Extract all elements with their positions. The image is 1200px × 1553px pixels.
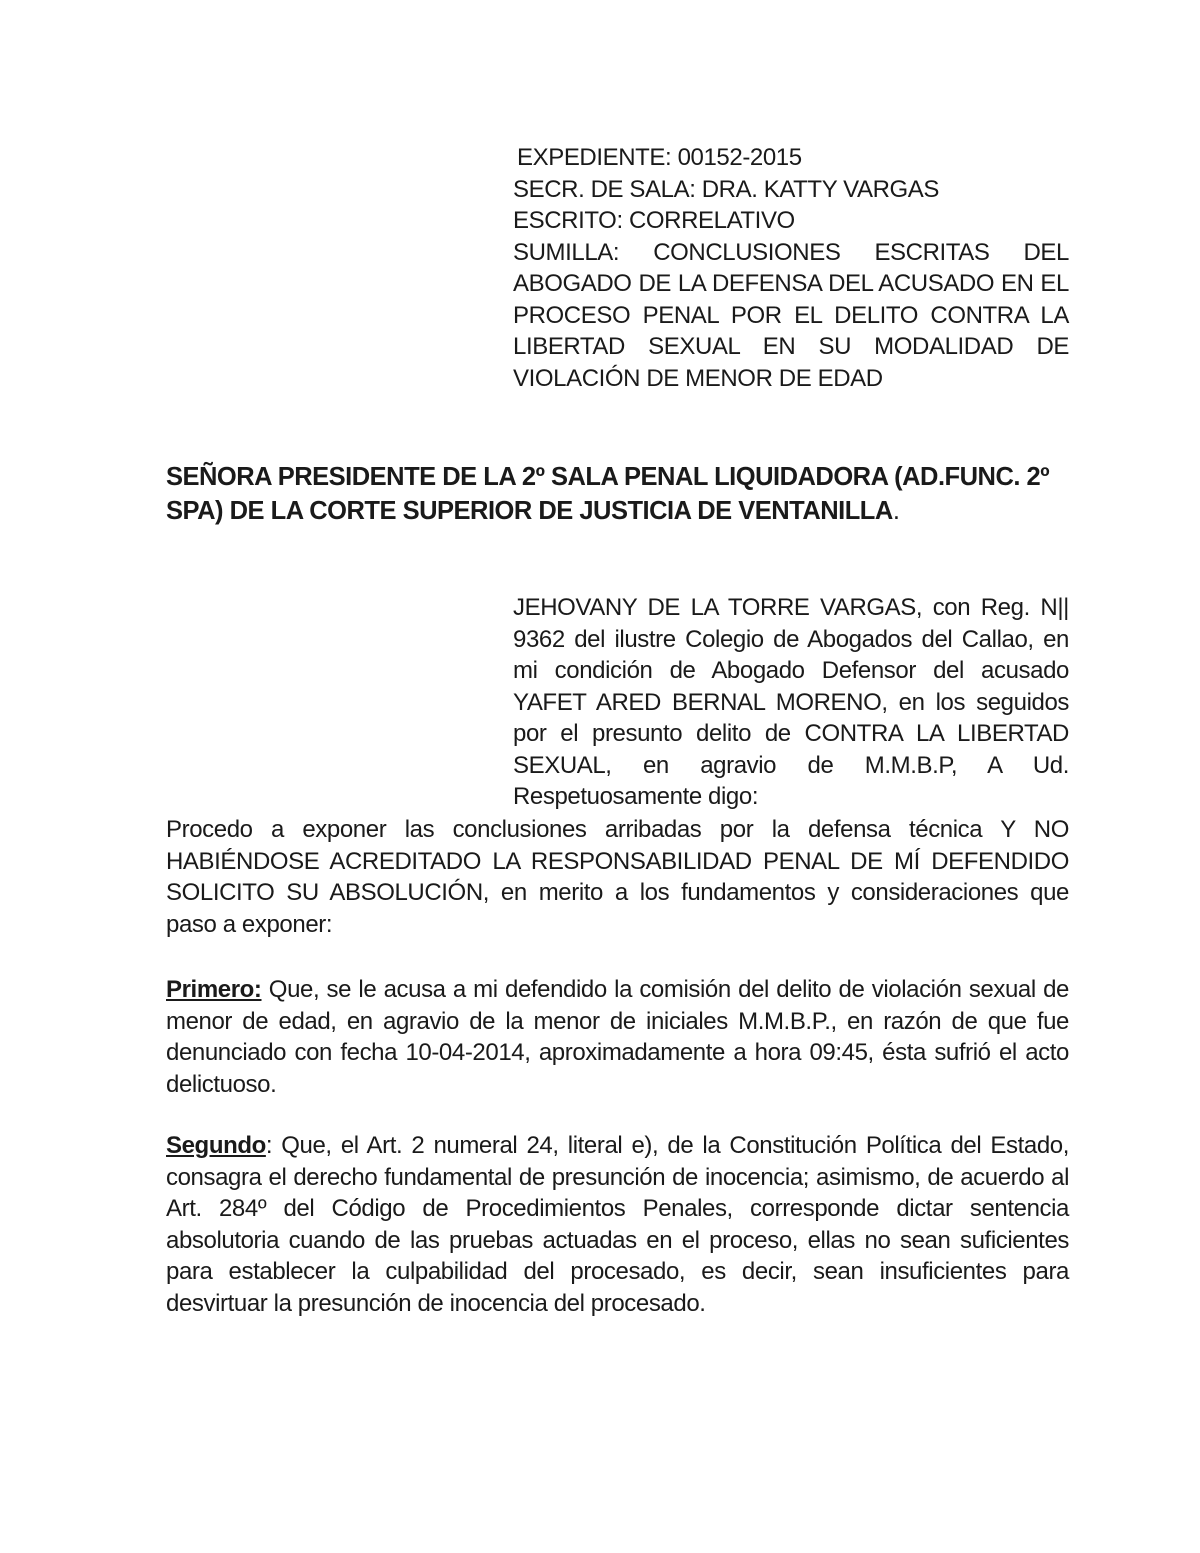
case-header — [513, 142, 1069, 394]
opening-paragraph: Procedo a exponer las conclusiones arribadas por la defensa técnica Y NO HABIÉNDOSE ACREDITADO LA RESPONSABILIDAD PENAL DE MÍ DEFENDIDO SOLICITO SU ABSOLUCIÓN, en merito a los fundamentos y consideraciones que paso a exponer: — [166, 816, 1069, 938]
segundo-paragraph — [166, 1130, 1069, 1319]
escrito-line: ESCRITO: CORRELATIVO — [513, 207, 795, 234]
intro-paragraph: JEHOVANY DE LA TORRE VARGAS, con Reg. N|| 9362 del ilustre Colegio de Abogados del Callao, en mi condición de Abogado Defensor del acusado YAFET ARED BERNAL MORENO, en los seguidos por el presunto delito de CONTRA LA LIBERTAD SEXUAL, en agravio de M.M.B.P, A Ud. Respetuosamente digo: — [513, 594, 1069, 810]
addressee-period: . — [892, 497, 900, 525]
segundo-label: Segundo — [166, 1132, 266, 1159]
expediente-line: EXPEDIENTE: 00152-2015 — [517, 144, 802, 171]
primero-text: Que, se le acusa a mi defendido la comisión del delito de violación sexual de menor de edad, en agravio de la menor de iniciales M.M.B.P., en razón de que fue denunciado con fecha 10-04-2014, aproximadamente a hora 09:45, ésta sufrió el acto delictuoso. — [166, 976, 1069, 1098]
addressee-text: SEÑORA PRESIDENTE DE LA 2º SALA PENAL LIQUIDADORA (AD.FUNC. 2º SPA) DE LA CORTE SUPERIOR DE JUSTICIA DE VENTANILLA — [166, 463, 1050, 525]
primero-paragraph — [166, 974, 1069, 1100]
secretaria-line: SECR. DE SALA: DRA. KATTY VARGAS — [513, 175, 939, 203]
primero-label: Primero: — [166, 976, 262, 1003]
sumilla-text: SUMILLA: CONCLUSIONES ESCRITAS DEL ABOGADO DE LA DEFENSA DEL ACUSADO EN EL PROCESO PENAL POR EL DELITO CONTRA LA LIBERTAD SEXUAL EN SU MODALIDAD DE VIOLACIÓN DE MENOR DE EDAD — [513, 238, 1069, 392]
addressee-heading — [166, 460, 1071, 528]
segundo-text: : Que, el Art. 2 numeral 24, literal e), de la Constitución Política del Estado, consagra el derecho fundamental de presunción de inocencia; asimismo, de acuerdo al Art. 284º del Código de Procedimientos Penales, corresponde dictar sentencia absolutoria cuando de las pruebas actuadas en el proceso, ellas no sean suficientes para establecer la culpabilidad del procesado, es decir, sean insuficientes para desvirtuar la presunción de inocencia del procesado. — [166, 1132, 1069, 1317]
